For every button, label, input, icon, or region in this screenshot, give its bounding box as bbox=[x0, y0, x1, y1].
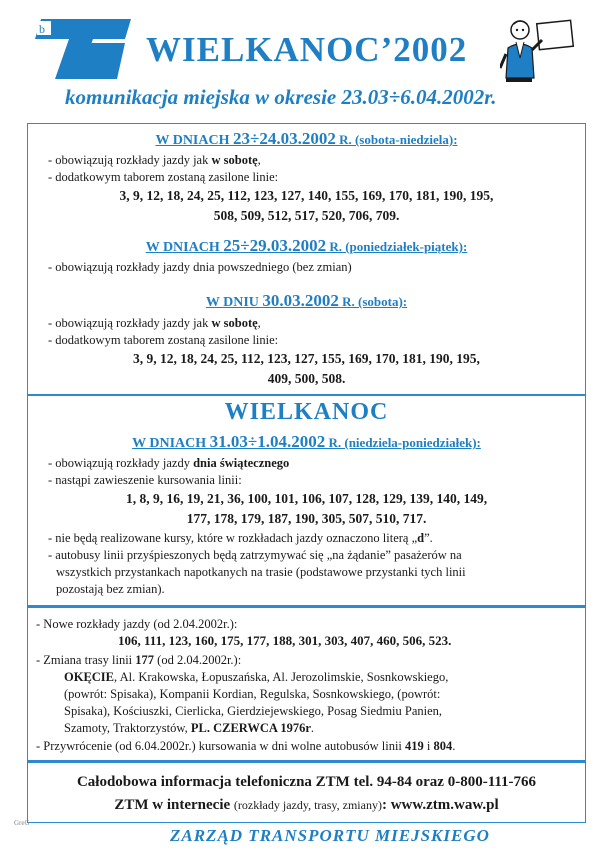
section-weekend-box bbox=[27, 123, 586, 394]
page-subtitle: komunikacja miejska w okresie 23.03÷6.04.2002r. bbox=[65, 85, 497, 109]
line-numbers: 3, 9, 12, 18, 24, 25, 112, 123, 127, 140, 155, 169, 170, 181, 190, 195, bbox=[119, 188, 494, 203]
section-heading: W DNIACH 31.03÷1.04.2002 R. (niedziela-poniedziałek): bbox=[132, 432, 481, 451]
info-line: - obowiązują rozkłady jazdy dnia świątecznego bbox=[48, 456, 290, 470]
web-info: ZTM w internecie (rozkłady jazdy, trasy, zmiany): www.ztm.waw.pl bbox=[114, 797, 499, 813]
route-line: OKĘCIE, Al. Krakowska, Łopuszańska, Al. Jerozolimskie, Sosnkowskiego, bbox=[64, 670, 449, 684]
section-heading: W DNIU 30.03.2002 R. (sobota): bbox=[205, 291, 408, 310]
info-line: - Przywrócenie (od 6.04.2002r.) kursowania w dni wolne autobusów linii 419 i 804. bbox=[36, 739, 456, 753]
page-title: WIELKANOC’2002 bbox=[146, 30, 468, 69]
easter-title: WIELKANOC bbox=[224, 399, 389, 425]
route-line: Szamoty, Traktorzystów, PL. CZERWCA 1976r. bbox=[64, 721, 315, 735]
line-numbers: 3, 9, 12, 18, 24, 25, 112, 123, 127, 155, 169, 170, 181, 190, 195, bbox=[133, 351, 480, 366]
line-numbers: 106, 111, 123, 160, 175, 177, 188, 301, 303, 407, 460, 506, 523. bbox=[118, 633, 452, 648]
ztm-logo-icon bbox=[33, 17, 133, 81]
line-numbers: 508, 509, 512, 517, 520, 706, 709. bbox=[213, 208, 400, 223]
info-line: - dodatkowym taborem zostaną zasilone linie: bbox=[48, 170, 279, 184]
info-line: - obowiązują rozkłady jazdy jak w sobotę, bbox=[48, 153, 261, 167]
section-heading: W DNIACH 25÷29.03.2002 R. (poniedziałek-piątek): bbox=[145, 236, 468, 255]
changes-box bbox=[27, 606, 586, 761]
line-numbers: 177, 178, 179, 187, 190, 305, 507, 510, 717. bbox=[186, 511, 427, 526]
info-line: - Nowe rozkłady jazdy (od 2.04.2002r.): bbox=[36, 617, 238, 631]
info-line: - nie będą realizowane kursy, które w rozkładach jazdy oznaczono literą „d”. bbox=[48, 531, 433, 545]
info-line: pozostają bez zmian). bbox=[56, 582, 165, 596]
line-numbers: 409, 500, 508. bbox=[267, 371, 346, 386]
phone-info: Całodobowa informacja telefoniczna ZTM tel. 94-84 oraz 0-800-111-766 bbox=[76, 774, 537, 790]
section-easter-box bbox=[27, 394, 586, 606]
info-line: - Zmiana trasy linii 177 (od 2.04.2002r.): bbox=[36, 653, 242, 667]
info-line: - dodatkowym taborem zostaną zasilone linie: bbox=[48, 333, 279, 347]
info-line: - autobusy linii przyśpieszonych będą zatrzymywać się „na żądanie” pasażerów na bbox=[48, 548, 462, 562]
info-line: - obowiązują rozkłady jazdy jak w sobotę, bbox=[48, 316, 261, 330]
route-line: (powrót: Spisaka), Kompanii Kordian, Regulska, Sosnkowskiego, (powrót: bbox=[64, 687, 441, 701]
mascot-icon bbox=[500, 14, 576, 84]
route-line: Spisaka), Kościuszki, Cierlicka, Gierdziejewskiego, Posag Siedmiu Panien, bbox=[64, 704, 443, 718]
line-numbers: 1, 8, 9, 16, 19, 21, 36, 100, 101, 106, 107, 128, 129, 139, 140, 149, bbox=[125, 491, 488, 506]
info-line: - obowiązują rozkłady jazdy dnia powszedniego (bez zmian) bbox=[48, 260, 352, 274]
info-line: wszystkich przystankach napotkanych na trasie (podstawowe przystanki tych linii bbox=[56, 565, 466, 579]
info-line: - nastąpi zawieszenie kursowania linii: bbox=[48, 473, 242, 487]
footer-organization: ZARZĄD TRANSPORTU MIEJSKIEGO bbox=[170, 826, 490, 845]
section-heading: W DNIACH 23÷24.03.2002 R. (sobota-niedziela): bbox=[155, 129, 458, 148]
logo-letter: b bbox=[39, 22, 45, 36]
author-mark: GreG bbox=[14, 819, 30, 827]
contact-box bbox=[27, 761, 586, 823]
